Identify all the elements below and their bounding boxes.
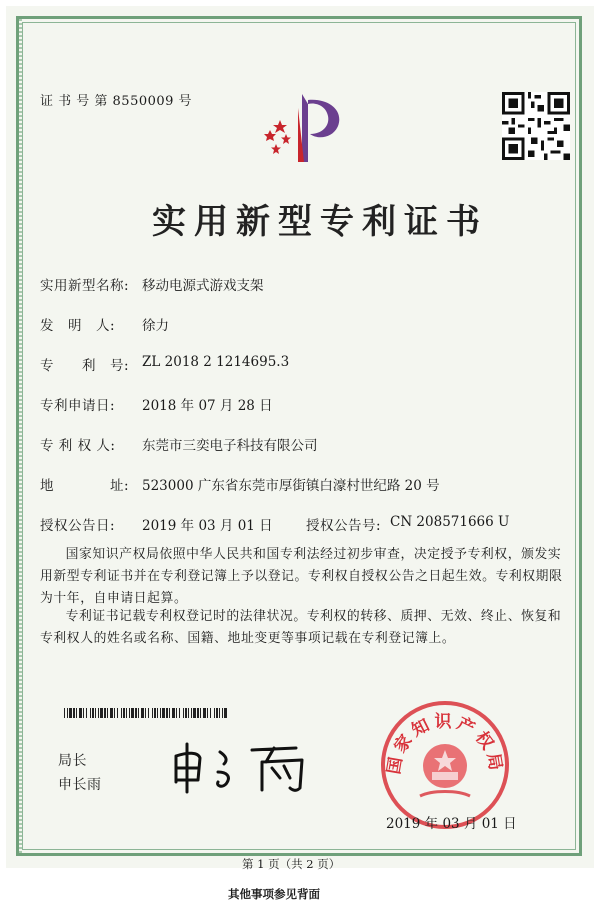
barcode-bar <box>126 708 127 718</box>
field-value-grant-date: 2019 年 03 月 01 日 <box>142 518 273 534</box>
barcode-bar <box>203 708 206 718</box>
field-value-grant-no: CN 208571666 U <box>390 514 510 530</box>
barcode-bar <box>107 708 108 718</box>
barcode-bar <box>138 708 139 718</box>
barcode-bar <box>179 708 180 718</box>
barcode-bar <box>145 708 146 718</box>
barcode-bar <box>121 708 122 718</box>
barcode-bar <box>67 708 68 718</box>
certificate-sheet <box>6 6 594 871</box>
barcode-bar <box>210 708 211 718</box>
field-label-inventor: 发 明 人: <box>40 318 116 334</box>
qr-code-icon <box>502 92 570 160</box>
field-value-name: 移动电源式游戏支架 <box>142 278 264 294</box>
barcode-bar <box>64 708 65 718</box>
barcode-bar <box>79 708 82 718</box>
barcode-bar <box>200 708 201 718</box>
field-label-grant-date: 授权公告日: <box>40 518 116 534</box>
field-label-name: 实用新型名称: <box>40 278 130 294</box>
field-value-filing-date: 2018 年 07 月 28 日 <box>142 398 273 414</box>
barcode-bar <box>222 708 223 718</box>
barcode-bar <box>100 708 103 718</box>
barcode-bar <box>197 708 199 718</box>
barcode-bar <box>193 708 196 718</box>
barcode-bar <box>76 708 77 718</box>
handwritten-signature-icon <box>166 738 316 796</box>
barcode-bar <box>172 708 175 718</box>
field-label-address: 地 址: <box>40 478 130 494</box>
field-label-patentee: 专 利 权 人: <box>40 438 116 454</box>
seal-text: 国家知识产权局 <box>384 712 506 776</box>
barcode-bar <box>131 708 134 718</box>
field-value-patentee: 东莞市三奕电子科技有限公司 <box>142 438 318 454</box>
field-value-patent-no: ZL 2018 2 1214695.3 <box>142 354 290 370</box>
barcode-bar <box>154 708 156 718</box>
barcode-icon <box>64 708 230 718</box>
barcode-bar <box>188 708 189 718</box>
field-value-address: 523000 广东省东莞市厚街镇白濠村世纪路 20 号 <box>142 478 440 494</box>
field-value-inventor: 徐力 <box>142 318 169 334</box>
field-label-grant-no: 授权公告号: <box>306 518 382 534</box>
barcode-bar <box>123 708 125 718</box>
barcode-bar <box>214 708 215 718</box>
barcode-bar <box>207 708 208 718</box>
field-label-filing-date: 专利申请日: <box>40 398 116 414</box>
footer-note: 其他事项参见背面 <box>228 887 320 901</box>
barcode-bar <box>86 708 87 718</box>
barcode-bar <box>157 708 158 718</box>
signatory-name: 申长雨 <box>58 777 102 793</box>
barcode-bar <box>141 708 144 718</box>
barcode-bar <box>166 708 168 718</box>
barcode-bar <box>162 708 165 718</box>
barcode-bar <box>117 708 118 718</box>
barcode-bar <box>129 708 130 718</box>
body-paragraph-1: 国家知识产权局依照中华人民共和国专利法经过初步审查，决定授予专利权，颁发实用新型专利证书并在专利登记簿上予以登记。专利权自授权公告之日起生效。专利权期限为十年，自申请日起算。 <box>40 547 563 606</box>
page-indicator: 第 1 页（共 2 页） <box>242 857 341 871</box>
barcode-bar <box>92 708 94 718</box>
barcode-bar <box>114 708 115 718</box>
barcode-bar <box>148 708 149 718</box>
barcode-bar <box>152 708 153 718</box>
signatory-role: 局长 <box>58 753 87 769</box>
cnipa-logo-icon <box>258 90 354 170</box>
official-seal-icon <box>380 700 510 830</box>
barcode-bar <box>73 708 75 718</box>
barcode-bar <box>90 708 91 718</box>
barcode-bar <box>219 708 220 718</box>
barcode-bar <box>160 708 161 718</box>
barcode-bar <box>185 708 187 718</box>
seal-date: 2019 年 03 月 01 日 <box>386 816 517 832</box>
barcode-bar <box>216 708 218 718</box>
body-paragraph-2: 专利证书记载专利权登记时的法律状况。专利权的转移、质押、无效、终止、恢复和专利权人的姓名或名称、国籍、地址变更等事项记载在专利登记簿上。 <box>40 609 562 646</box>
barcode-bar <box>98 708 99 718</box>
barcode-bar <box>135 708 137 718</box>
barcode-bar <box>83 708 84 718</box>
barcode-bar <box>183 708 184 718</box>
barcode-bar <box>191 708 192 718</box>
field-label-patent-no: 专 利 号: <box>40 358 130 374</box>
barcode-bar <box>95 708 96 718</box>
barcode-bar <box>176 708 177 718</box>
barcode-bar <box>110 708 113 718</box>
certificate-number: 证 书 号 第 8550009 号 <box>40 94 193 109</box>
barcode-bar <box>169 708 170 718</box>
barcode-bar <box>69 708 72 718</box>
barcode-bar <box>224 708 227 718</box>
page-title: 实用新型专利证书 <box>152 202 488 242</box>
barcode-bar <box>104 708 106 718</box>
